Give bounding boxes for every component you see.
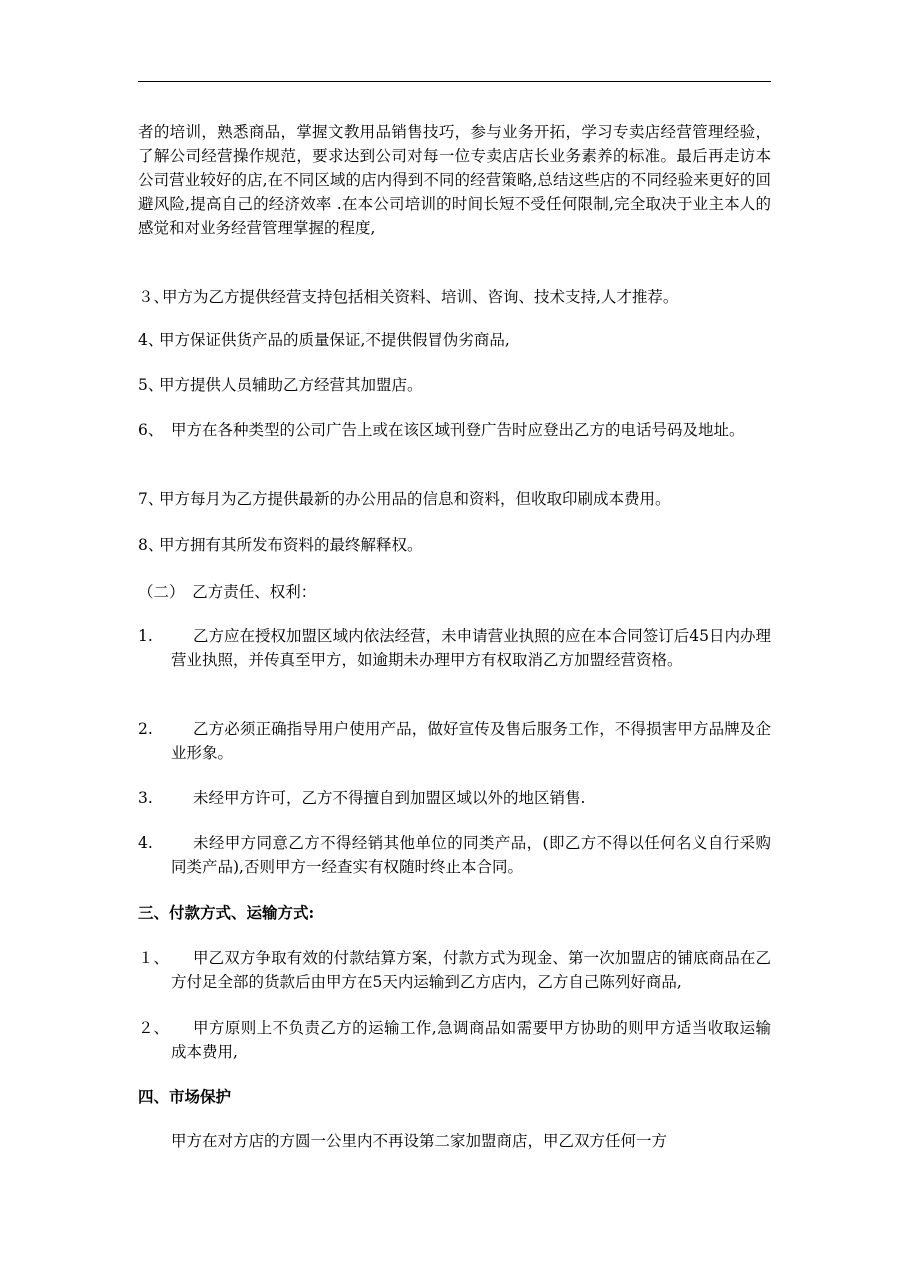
section-4-heading: 四、市场保护 bbox=[138, 1087, 232, 1106]
item-number: １、 bbox=[138, 949, 170, 967]
party-b-item-2 bbox=[138, 717, 771, 765]
item-text: 乙方应在授权加盟区域内依法经营，未申请营业执照的应在本合同签订后45日内办理营业执照，并传真至甲方，如逾期未办理甲方有权取消乙方加盟经营资格。 bbox=[171, 627, 771, 669]
item-number: 4. bbox=[138, 834, 153, 852]
item-number: 3. bbox=[138, 789, 153, 807]
item-text: 甲方保证供货产品的质量保证,不提供假冒伪劣商品, bbox=[159, 331, 510, 349]
party-b-heading: （二） 乙方责任、权利： bbox=[138, 583, 317, 601]
item-number: 4、 bbox=[138, 331, 164, 349]
party-a-item-3 bbox=[138, 285, 771, 309]
party-b-item-1 bbox=[138, 624, 771, 672]
item-text: 甲乙双方争取有效的付款结算方案，付款方式为现金、第一次加盟店的铺底商品在乙方付足全部的货款后由甲方在5天内运输到乙方店内，乙方自己陈列好商品, bbox=[171, 949, 771, 991]
item-number: 2. bbox=[138, 720, 153, 738]
party-a-item-7 bbox=[138, 487, 771, 511]
item-text: 未经甲方许可，乙方不得擅自到加盟区域以外的地区销售. bbox=[193, 789, 586, 807]
party-b-item-3 bbox=[138, 786, 771, 810]
item-text: 甲方为乙方提供经营支持包括相关资料、培训、咨询、技术支持,人才推荐。 bbox=[162, 288, 679, 306]
section-3-item-1 bbox=[138, 946, 771, 994]
item-number: 5、 bbox=[138, 376, 164, 394]
item-number: 7、 bbox=[138, 490, 164, 508]
item-text: 甲方原则上不负责乙方的运输工作,急调商品如需要甲方协助的则甲方适当收取运输成本费用, bbox=[171, 1019, 771, 1061]
item-text: 甲方在各种类型的公司广告上或在该区域刊登广告时应登出乙方的电话号码及地址。 bbox=[171, 421, 745, 439]
item-number: 8、 bbox=[138, 536, 164, 554]
party-a-item-5 bbox=[138, 373, 771, 397]
item-number: ２、 bbox=[138, 1019, 170, 1037]
header-rule bbox=[138, 81, 771, 82]
item-text: 未经甲方同意乙方不得经销其他单位的同类产品，(即乙方不得以任何名义自行采购同类产品),否则甲方一经查实有权随时终止本合同。 bbox=[171, 834, 771, 876]
item-text: 乙方必须正确指导用户使用产品，做好宣传及售后服务工作，不得损害甲方品牌及企业形象。 bbox=[171, 720, 771, 762]
section-3-heading: 三、付款方式、运输方式: bbox=[138, 903, 315, 922]
item-number: 6、 bbox=[138, 421, 164, 439]
party-a-item-6 bbox=[138, 418, 771, 442]
section-3-item-2 bbox=[138, 1016, 771, 1064]
item-text: 甲方提供人员辅助乙方经营其加盟店。 bbox=[159, 376, 423, 394]
item-number: 1. bbox=[138, 627, 153, 645]
party-a-item-8 bbox=[138, 533, 771, 557]
intro-paragraph: 者的培训，熟悉商品，掌握文教用品销售技巧，参与业务开拓，学习专卖店经营管理经验，了解公司经营操作规范，要求达到公司对每一位专卖店店长业务素养的标准。最后再走访本公司营业较好的店,在不同区域的店内得到不同的经营策略,总结这些店的不同经验来更好的回避风险,提高自己的经济效率 .在本公司培训的时间长短不受任何限制,完全取决于业主本人的感觉和对业务经营管理掌握的程度, bbox=[138, 123, 771, 237]
item-text: 甲方每月为乙方提供最新的办公用品的信息和资料，但收取印刷成本费用。 bbox=[159, 490, 671, 508]
item-number: ３、 bbox=[138, 288, 170, 306]
item-text: 甲方拥有其所发布资料的最终解释权。 bbox=[159, 536, 423, 554]
party-b-item-4 bbox=[138, 831, 771, 879]
section-4-paragraph: 甲方在对方店的方圆一公里内不再设第二家加盟商店，甲乙双方任何一方 bbox=[171, 1132, 668, 1150]
party-a-item-4 bbox=[138, 328, 771, 352]
